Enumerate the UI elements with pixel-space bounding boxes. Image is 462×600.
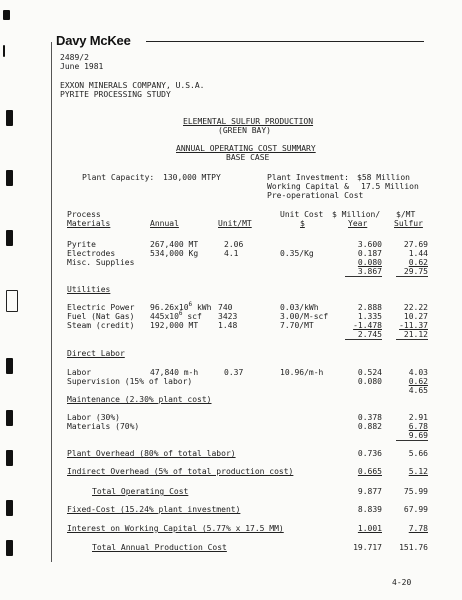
row-mt: 2.91 [408, 413, 428, 422]
binder-hole [3, 10, 10, 20]
col-unit-cost-sym: $ [300, 219, 305, 228]
col-materials: Materials [67, 219, 111, 228]
col-annual: Annual [150, 219, 179, 228]
indirect-overhead-label: Indirect Overhead (5% of total production cost) [67, 467, 294, 476]
row-name: Electrodes [67, 249, 116, 258]
subtotal-mt: 4.65 [408, 386, 428, 395]
working-capital-value: 17.5 Million [361, 182, 419, 191]
capacity-label: Plant Capacity: [82, 173, 155, 182]
preop-label: Pre-operational Cost [267, 191, 364, 200]
row-mt: 1.44 [408, 249, 428, 258]
title-line-3: ANNUAL OPERATING COST SUMMARY [176, 144, 316, 153]
row-myear: 0.524 [357, 368, 382, 377]
letterhead-rule [146, 41, 424, 42]
interest-label: Interest on Working Capital (5.77% x 17.5 MM) [67, 524, 284, 533]
investment-value: $58 Million [357, 173, 410, 182]
doc-date: June 1981 [60, 62, 104, 71]
subtotal-myear: 3.867 [357, 267, 382, 276]
row-mt: 0.62 [408, 377, 428, 386]
row-cost: 0.35/Kg [280, 249, 314, 258]
subtotal-mt: 9.69 [408, 431, 428, 440]
fixed-cost-mt: 67.99 [403, 505, 428, 514]
subtotal-rule [396, 276, 428, 277]
interest-mt: 7.78 [408, 524, 428, 533]
company-logo: Davy McKee [56, 33, 131, 48]
plant-overhead-label: Plant Overhead (80% of total labor) [67, 449, 236, 458]
row-name: Fuel (Nat Gas) [67, 312, 135, 321]
margin-rule [51, 42, 52, 562]
subtotal-rule [345, 339, 382, 340]
section-direct-labor: Direct Labor [67, 349, 125, 358]
total-annual-myear: 19.717 [353, 543, 382, 552]
row-unit: 0.37 [224, 368, 244, 377]
col-unit-mt: Unit/MT [218, 219, 252, 228]
section-utilities: Utilities [67, 285, 111, 294]
binder-hole [6, 230, 13, 246]
row-myear: 3.600 [357, 240, 382, 249]
col-year: Year [348, 219, 368, 228]
row-mt: 22.22 [403, 303, 428, 312]
row-myear: 0.882 [357, 422, 382, 431]
row-name: Steam (credit) [67, 321, 135, 330]
binder-hole [6, 450, 13, 466]
subtotal-myear: 2.745 [357, 330, 382, 339]
page-number: 4-20 [392, 578, 412, 587]
row-myear: 0.080 [357, 377, 382, 386]
row-mt: 6.78 [408, 422, 428, 431]
row-myear: -1.478 [353, 321, 382, 330]
plant-overhead-mt: 5.66 [408, 449, 428, 458]
binder-hole [6, 500, 13, 516]
binder-hole [6, 110, 13, 126]
row-unit: 1.48 [218, 321, 238, 330]
capacity-value: 130,000 MTPY [163, 173, 221, 182]
row-cost: 10.96/m-h [280, 368, 324, 377]
subtotal-rule [396, 440, 428, 441]
row-name: Electric Power [67, 303, 135, 312]
investment-label: Plant Investment: [267, 173, 349, 182]
binder-hole [6, 290, 18, 312]
total-operating-label: Total Operating Cost [92, 487, 189, 496]
binder-hole [3, 45, 5, 57]
plant-overhead-myear: 0.736 [357, 449, 382, 458]
binder-hole [6, 540, 13, 556]
row-name: Supervision (15% of labor) [67, 377, 193, 386]
row-mt: -11.37 [399, 321, 428, 330]
row-mt: 10.27 [403, 312, 428, 321]
row-annual: 267,400 MT [150, 240, 199, 249]
row-myear: 2.888 [357, 303, 382, 312]
row-unit: 740 [218, 303, 233, 312]
row-mt: 27.69 [403, 240, 428, 249]
col-unit-cost: Unit Cost [280, 210, 324, 219]
interest-myear: 1.001 [357, 524, 382, 533]
title-line-2: (GREEN BAY) [218, 126, 271, 135]
row-name: Labor [67, 368, 92, 377]
study-name: PYRITE PROCESSING STUDY [60, 90, 171, 99]
working-capital-label: Working Capital & [267, 182, 349, 191]
binder-hole [6, 170, 13, 186]
col-million-year: $ Million/ [332, 210, 381, 219]
row-myear: 0.187 [357, 249, 382, 258]
indirect-overhead-myear: 0.665 [357, 467, 382, 476]
row-annual: 534,000 Kg [150, 249, 199, 258]
row-annual: $445x10^6$ scf [150, 310, 202, 321]
col-process: Process [67, 210, 101, 219]
subtotal-rule [345, 276, 382, 277]
total-annual-mt: 151.76 [399, 543, 428, 552]
row-mt: 4.03 [408, 368, 428, 377]
title-line-1: ELEMENTAL SULFUR PRODUCTION [183, 117, 314, 126]
total-annual-label: Total Annual Production Cost [92, 543, 227, 552]
row-unit: 3423 [218, 312, 238, 321]
row-annual: 192,000 MT [150, 321, 199, 330]
fixed-cost-label: Fixed-Cost (15.24% plant investment) [67, 505, 241, 514]
total-operating-mt: 75.99 [403, 487, 428, 496]
col-per-mt: $/MT [396, 210, 416, 219]
row-name: Labor (30%) [67, 413, 120, 422]
row-myear: 1.335 [357, 312, 382, 321]
section-maintenance: Maintenance (2.30% plant cost) [67, 395, 212, 404]
row-cost: 3.00/M-scf [280, 312, 329, 321]
row-unit: 2.06 [224, 240, 244, 249]
doc-number: 2489/2 [60, 53, 89, 62]
fixed-cost-myear: 8.839 [357, 505, 382, 514]
row-unit: 4.1 [224, 249, 239, 258]
row-myear: 0.378 [357, 413, 382, 422]
subtotal-mt: 29.75 [403, 267, 428, 276]
client-name: EXXON MINERALS COMPANY, U.S.A. [60, 81, 205, 90]
col-sulfur: Sulfur [394, 219, 423, 228]
row-cost: 0.03/kWh [280, 303, 319, 312]
row-annual: 47,840 m-h [150, 368, 199, 377]
subtotal-mt: 21.12 [403, 330, 428, 339]
subtotal-rule [396, 339, 428, 340]
row-annual: $96.26x10^6$ kWh [150, 301, 212, 312]
indirect-overhead-mt: 5.12 [408, 467, 428, 476]
row-name: Materials (70%) [67, 422, 140, 431]
row-mt: 0.62 [408, 258, 428, 267]
title-line-4: BASE CASE [226, 153, 270, 162]
row-cost: 7.70/MT [280, 321, 314, 330]
row-name: Misc. Supplies [67, 258, 135, 267]
row-name: Pyrite [67, 240, 96, 249]
binder-hole [6, 358, 13, 374]
row-myear: 0.080 [357, 258, 382, 267]
total-operating-myear: 9.877 [357, 487, 382, 496]
binder-hole [6, 410, 13, 426]
